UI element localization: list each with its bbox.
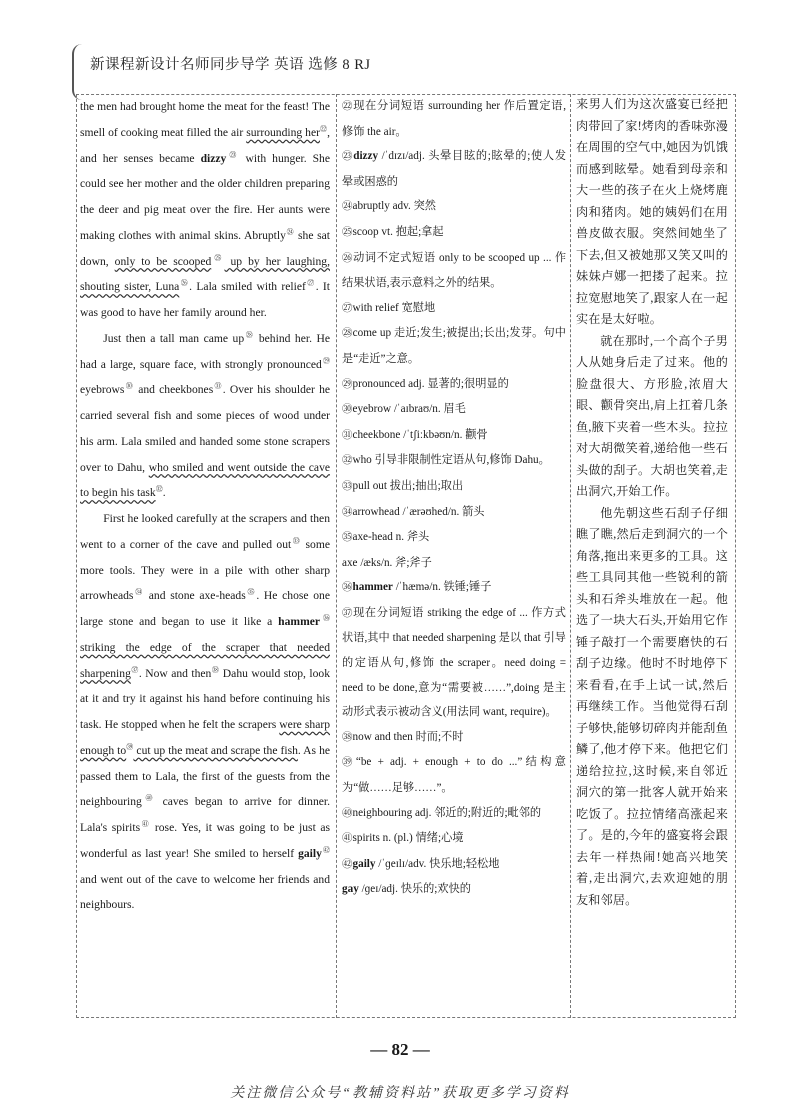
note-marker: ㊲: [130, 665, 139, 674]
text-run: with hunger. She could see her mother and the older children preparing the deer and pig meat over the fire. Her aunts were making clothes with animal skins. Abruptly: [80, 151, 330, 242]
note-marker: ㉒: [319, 124, 328, 133]
note-text: abruptly adv. 突然: [352, 200, 436, 213]
note-text: who 引导非限制性定语从句,修饰 Dahu。: [352, 454, 550, 467]
vocab-note: [342, 551, 566, 576]
underlined-phrase: were sharp enough to: [80, 718, 330, 757]
note-number: ㊶: [342, 833, 353, 845]
header-bracket: [72, 44, 84, 100]
vocab-note: [342, 877, 566, 902]
note-marker: ㉓: [226, 150, 240, 159]
note-marker: ㉜: [155, 485, 163, 494]
note-number: ㉒: [342, 101, 354, 112]
column-divider-2: [570, 94, 571, 1018]
text-run: . Over his shoulder he carried several fish and some pieces of wood under his arm. Lala smiled and handed some stone scrapers over to Dahu,: [80, 383, 331, 474]
note-number: ㉗: [342, 302, 353, 314]
vocab-note: [342, 525, 566, 551]
note-text: /ˈɡeɪlɪ/adv. 快乐地;轻松地: [375, 857, 500, 870]
text-run: , and her senses became: [80, 125, 330, 165]
vocab-note: [342, 144, 566, 194]
note-text: 动词不定式短语 only to be scooped up ... 作结果状语,表示意料之外的结果。: [342, 251, 567, 290]
note-text: spirits n. (pl.) 情绪;心境: [352, 832, 464, 845]
note-text: /ˈdɪzɪ/adj. 头晕目眩的;眩晕的;使人发晕或困惑的: [342, 150, 567, 188]
note-marker: ㉝: [291, 536, 302, 545]
note-number: ㉛: [342, 429, 353, 441]
text-run: the men had brought home the meat for the feast! The smell of cooking meat filled the air: [80, 100, 330, 139]
note-text: cheekbone /ˈtʃiːkbəʊn/n. 颧骨: [352, 428, 488, 441]
text-run: Just then a tall man came up: [103, 331, 245, 345]
note-number: ㊳: [342, 731, 353, 743]
note-number: ㊷: [342, 858, 353, 870]
text-run: and stone axe-heads: [144, 589, 246, 603]
note-text: “be + adj. + enough + to do ...”结构意为“做……足够……”。: [342, 756, 566, 795]
text-run: some more tools. They were in a pile with other sharp arrowheads: [80, 537, 331, 603]
note-text: arrowhead /ˈærəʊhed/n. 箭头: [352, 505, 485, 518]
note-number: ㉔: [342, 201, 353, 213]
vocab-note: [342, 94, 566, 144]
note-number: ㉘: [342, 328, 353, 340]
note-headword: dizzy: [353, 150, 379, 163]
vocab-note: [342, 296, 566, 322]
note-number: ㉕: [342, 226, 353, 238]
vocab-note: [342, 246, 566, 296]
underlined-phrase: up by her laughing, shouting sister, Luna: [80, 254, 330, 294]
underlined-phrase: striking the edge of the scraper that needed sharpening: [80, 640, 330, 680]
english-text-column: [80, 94, 330, 918]
key-word: dizzy: [200, 151, 227, 165]
underlined-phrase: surrounding her: [246, 125, 320, 139]
note-text: pull out 拔出;抽出;取出: [352, 479, 464, 492]
note-marker: ㉛: [213, 382, 223, 391]
note-headword: gay: [342, 883, 359, 896]
note-number: ㉚: [342, 404, 353, 416]
vocab-note: [342, 423, 566, 449]
note-text: /ɡeɪ/adj. 快乐的;欢快的: [358, 883, 471, 896]
vocab-note: [342, 575, 566, 601]
note-text: scoop vt. 抱起;拿起: [352, 225, 444, 238]
text-run: First he looked carefully at the scrapers and then went to a corner of the cave and pulled out: [80, 512, 330, 551]
note-text: 现在分词短语 surrounding her 作后置定语,修饰 the air。: [342, 100, 567, 138]
underlined-phrase: who smiled and went outside the cave to begin his task: [80, 460, 331, 500]
text-run: . He chose one large stone and began to use it like a: [80, 589, 330, 628]
note-text: now and then 时而;不时: [352, 730, 464, 743]
text-run: and cheekbones: [134, 383, 214, 397]
note-marker: ㉚: [124, 382, 135, 391]
underlined-phrase: cut up the meat and scrape the fish: [133, 743, 298, 757]
note-number: ㉝: [342, 480, 353, 492]
note-number: ㊴: [342, 757, 356, 769]
key-word: hammer: [278, 615, 321, 628]
text-run: . As he passed them to Lala, the first of the guests from the neighbouring: [80, 743, 331, 809]
text-run: behind her. He had a large, square face, with strongly pronounced: [80, 331, 330, 371]
page-number: — 82 —: [370, 1040, 430, 1059]
text-run: .: [162, 486, 166, 500]
text-run: she sat down,: [80, 228, 331, 268]
vocab-note: [342, 801, 566, 827]
note-marker: ㊳: [211, 665, 220, 674]
note-headword: hammer: [352, 581, 393, 594]
vocab-note: [342, 750, 566, 800]
note-text: come up 走近;发生;被提出;长出;发芽。句中是“走近”之意。: [342, 327, 566, 365]
english-paragraph: [80, 94, 330, 326]
text-run: . Now and then: [138, 666, 212, 680]
text-run: Dahu would stop, look at it and try it against his hand before continuing his task. He stopped when he felt the scrapers: [80, 666, 330, 731]
notes-column: [342, 94, 566, 902]
note-number: ㉖: [342, 252, 354, 264]
note-text: /ˈhæmə/n. 铁锤;锤子: [392, 581, 492, 594]
text-run: . Lala smiled with relief: [189, 280, 306, 294]
note-marker: ㊱: [320, 614, 331, 623]
translation-paragraph: 就在那时,一个高个子男人从她身后走了过来。他的脸盘很大、方形脸,浓眉大眼、颧骨突出,肩上扛着几条鱼,腋下夹着一些木头。拉拉对大胡微笑着,递给他一些石头做的刮子。大胡也笑着,走出洞穴,开始工作。: [576, 333, 728, 498]
note-number: ㉙: [342, 378, 353, 390]
note-number: ㉞: [342, 506, 353, 518]
note-number: ㊱: [342, 582, 353, 594]
text-run: and went out of the cave to welcome her friends and neighbours.: [80, 872, 330, 912]
note-marker: ㉗: [305, 279, 316, 288]
english-paragraph: [80, 326, 330, 506]
text-run: rose. Yes, it was going to be just as wonderful as last year! She smiled to herself: [80, 821, 330, 860]
note-number: ㉜: [342, 455, 353, 467]
note-text: 现在分词短语 striking the edge of ... 作方式状语,其中 that needed sharpening 是以 that 引导的定语从句,修饰 the scraper。need doing = need to be done,意为“需要被……”,doing 是主动形式表示被动含义(用法同 want, require)。: [342, 606, 566, 719]
note-text: with relief 宽慰地: [352, 301, 436, 314]
text-run: eyebrows: [80, 383, 125, 397]
note-marker: ㊴: [126, 742, 134, 751]
underlined-phrase: only to be scooped: [114, 254, 212, 268]
vocab-note: [342, 194, 566, 220]
note-marker: ㉖: [179, 279, 190, 288]
footer-note: 关注微信公众号“教辅资料站”获取更多学习资料: [230, 1086, 570, 1101]
note-marker: ㉔: [285, 227, 295, 236]
note-number: ㊵: [342, 807, 353, 819]
page-header: 新课程新设计名师同步导学 英语 选修 8 RJ: [90, 57, 371, 73]
note-marker: ㊶: [140, 820, 151, 829]
english-paragraph: [80, 506, 330, 918]
translation-paragraph: 来男人们为这次盛宴已经把肉带回了家!烤肉的香味弥漫在周围的空气中,她因为饥饿而感到眩晕。她看到母亲和大一些的孩子在火上烧烤鹿肉和猪肉。她的姨妈们在用兽皮做衣服。突然间她坐了下去,但又被她那又笑又叫的妹妹卢娜一把搂了起来。拉拉宽慰地笑了,跟家人在一起实在是太好啦。: [576, 97, 728, 326]
text-run: caves began to arrive for dinner. Lala's spirits: [80, 795, 331, 834]
note-number: ㉓: [342, 151, 354, 163]
note-text: eyebrow /ˈaɪbraʊ/n. 眉毛: [352, 403, 466, 416]
key-word: gaily: [298, 846, 322, 860]
translation-column: [576, 94, 728, 911]
vocab-note: [342, 448, 566, 474]
vocab-note: [342, 852, 566, 878]
note-number: ㉟: [342, 532, 353, 544]
vocab-note: [342, 474, 566, 500]
text-run: . It was good to have her family around her.: [80, 280, 331, 319]
translation-paragraph: 他先朝这些石刮子仔细瞧了瞧,然后走到洞穴的一个角落,拖出来更多的工具。这些工具同其他一些锐利的箭头和石斧头堆放在一起。他选了一块大石头,开始用它作锤子敲打一个需要磨快的石刮子边缘。他时不时地停下来看看,在手上试一试,然后再继续工作。当他觉得石刮子够快,能够切碎肉并能刮鱼鳞了,他才停下来。他把它们递给拉拉,这时候,来自邻近洞穴的第一批客人就开始来吃饭了。拉拉情绪高涨起来了。是的,今年的盛宴将会跟去年一样热闹!她高兴地笑着,走出洞穴,去欢迎她的朋友和邻居。: [576, 505, 728, 907]
note-number: ㊲: [342, 607, 354, 619]
vocab-note: [342, 725, 566, 751]
column-divider-1: [336, 94, 337, 1018]
note-marker: ㉙: [321, 356, 331, 365]
note-marker: ㉘: [244, 330, 255, 339]
note-marker: ㊷: [321, 845, 331, 854]
note-marker: ㉟: [245, 588, 257, 597]
vocab-note: [342, 500, 566, 526]
vocab-note: [342, 397, 566, 423]
vocab-note: [342, 372, 566, 398]
vocab-note: [342, 220, 566, 246]
note-text: axe /æks/n. 斧;斧子: [342, 556, 432, 569]
note-marker: ㉕: [211, 253, 225, 262]
vocab-note: [342, 826, 566, 852]
note-text: neighbouring adj. 邻近的;附近的;毗邻的: [352, 806, 542, 819]
note-text: pronounced adj. 显著的;很明显的: [352, 377, 509, 390]
note-text: axe-head n. 斧头: [352, 531, 430, 544]
vocab-note: [342, 321, 566, 371]
note-marker: ㊵: [141, 794, 157, 803]
note-headword: gaily: [352, 857, 376, 870]
note-marker: ㉞: [133, 588, 145, 597]
vocab-note: [342, 601, 566, 725]
